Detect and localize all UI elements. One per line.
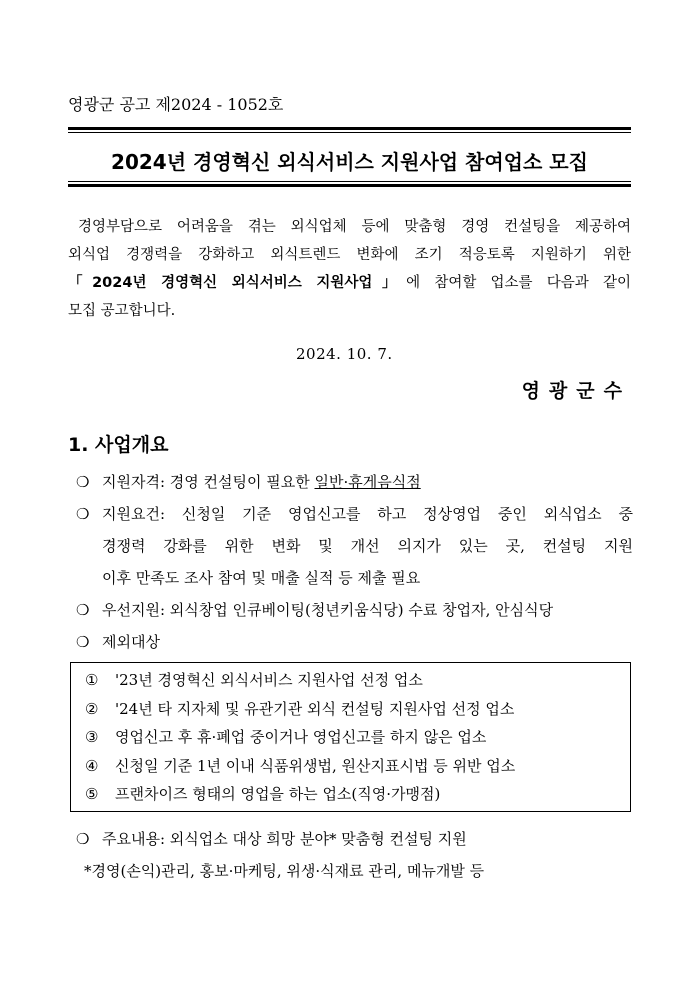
- exclusion-text: 신청일 기준 1년 이내 식품위생법, 원산지표시법 등 위반 업소: [115, 756, 516, 775]
- main-content-text: 주요내용: 외식업소 대상 희망 분야* 맞춤형 컨설팅 지원: [102, 830, 467, 848]
- intro-line-4: 모집 공고합니다.: [68, 303, 176, 319]
- exclusion-text: '23년 경영혁신 외식서비스 지원사업 선정 업소: [115, 671, 423, 689]
- requirement-line-1: 지원요건: 신청일 기준 영업신고를 하고 정상영업 중인 외식업소 중: [102, 505, 633, 523]
- list-item-exclusion: [76, 626, 633, 658]
- exclusion-box: [70, 662, 631, 812]
- list-item-qualification: [76, 466, 633, 498]
- bullet-icon: ❍: [76, 830, 90, 848]
- title-rule-top: [68, 127, 631, 130]
- exclusion-item: [85, 780, 630, 809]
- footnote: *경영(손익)관리, 홍보·마케팅, 위생·식재료 관리, 메뉴개발 등: [84, 862, 485, 880]
- exclusion-text: 프랜차이즈 형태의 영업을 하는 업소(직영·가맹점): [115, 785, 441, 803]
- exclusion-item: [85, 666, 630, 695]
- overview-list: [76, 466, 633, 658]
- program-name: 「2024년 경영혁신 외식서비스 지원사업」: [68, 275, 407, 291]
- intro-line-3-rest: 에 참여할 업소를 다음과 같이: [406, 275, 631, 291]
- list-item-priority: [76, 594, 633, 626]
- circled-number: ⑤: [85, 785, 99, 803]
- circled-number: ④: [85, 756, 99, 775]
- exclusion-item: [85, 723, 630, 752]
- notice-date: 2024. 10. 7.: [296, 345, 393, 363]
- circled-number: ①: [85, 671, 99, 689]
- bullet-icon: ❍: [76, 633, 90, 651]
- exclusion-text: 영업신고 후 휴·폐업 중이거나 영업신고를 하지 않은 업소: [115, 728, 487, 746]
- requirement-line-3: 이후 만족도 조사 참여 및 매출 실적 등 제출 필요: [102, 569, 421, 587]
- title-rule-bottom-thin: [68, 181, 631, 182]
- qualification-target: 일반·휴게음식점: [314, 473, 421, 491]
- circled-number: ③: [85, 728, 99, 746]
- title-rule-top-thin: [68, 132, 631, 133]
- priority-text: 우선지원: 외식창업 인큐베이팅(청년키움식당) 수료 창업자, 안심식당: [102, 601, 554, 619]
- exclusion-label: 제외대상: [102, 633, 160, 651]
- exclusion-item: [85, 695, 630, 724]
- exclusion-item: [85, 752, 630, 781]
- intro-line-1: 경영부담으로 어려움을 겪는 외식업체 등에 맞춤형 경영 컨설팅을 제공하여: [78, 219, 631, 235]
- exclusion-text: '24년 타 지자체 및 유관기관 외식 컨설팅 지원사업 선정 업소: [115, 699, 515, 718]
- issuer: 영광군수: [521, 380, 631, 402]
- list-item-requirement: [76, 498, 633, 594]
- intro-line-3: [68, 269, 631, 297]
- bullet-icon: ❍: [76, 473, 90, 491]
- title-rule-bottom: [68, 184, 631, 187]
- circled-number: ②: [85, 699, 99, 718]
- requirement-line-2: 경쟁력 강화를 위한 변화 및 개선 의지가 있는 곳, 컨설팅 지원: [102, 537, 633, 555]
- bullet-icon: ❍: [76, 505, 90, 523]
- qualification-text: 지원자격: 경영 컨설팅이 필요한: [102, 473, 315, 491]
- section-heading: 1. 사업개요: [68, 434, 169, 456]
- bullet-icon: ❍: [76, 601, 90, 619]
- document-title: 2024년 경영혁신 외식서비스 지원사업 참여업소 모집: [111, 150, 588, 174]
- intro-paragraph: [68, 213, 631, 325]
- list-item-main-content: [76, 823, 633, 855]
- notice-number: 영광군 공고 제2024 - 1052호: [68, 95, 284, 114]
- main-content-block: [76, 823, 633, 887]
- intro-line-2: 외식업 경쟁력을 강화하고 외식트렌드 변화에 조기 적응토록 지원하기 위한: [68, 247, 631, 263]
